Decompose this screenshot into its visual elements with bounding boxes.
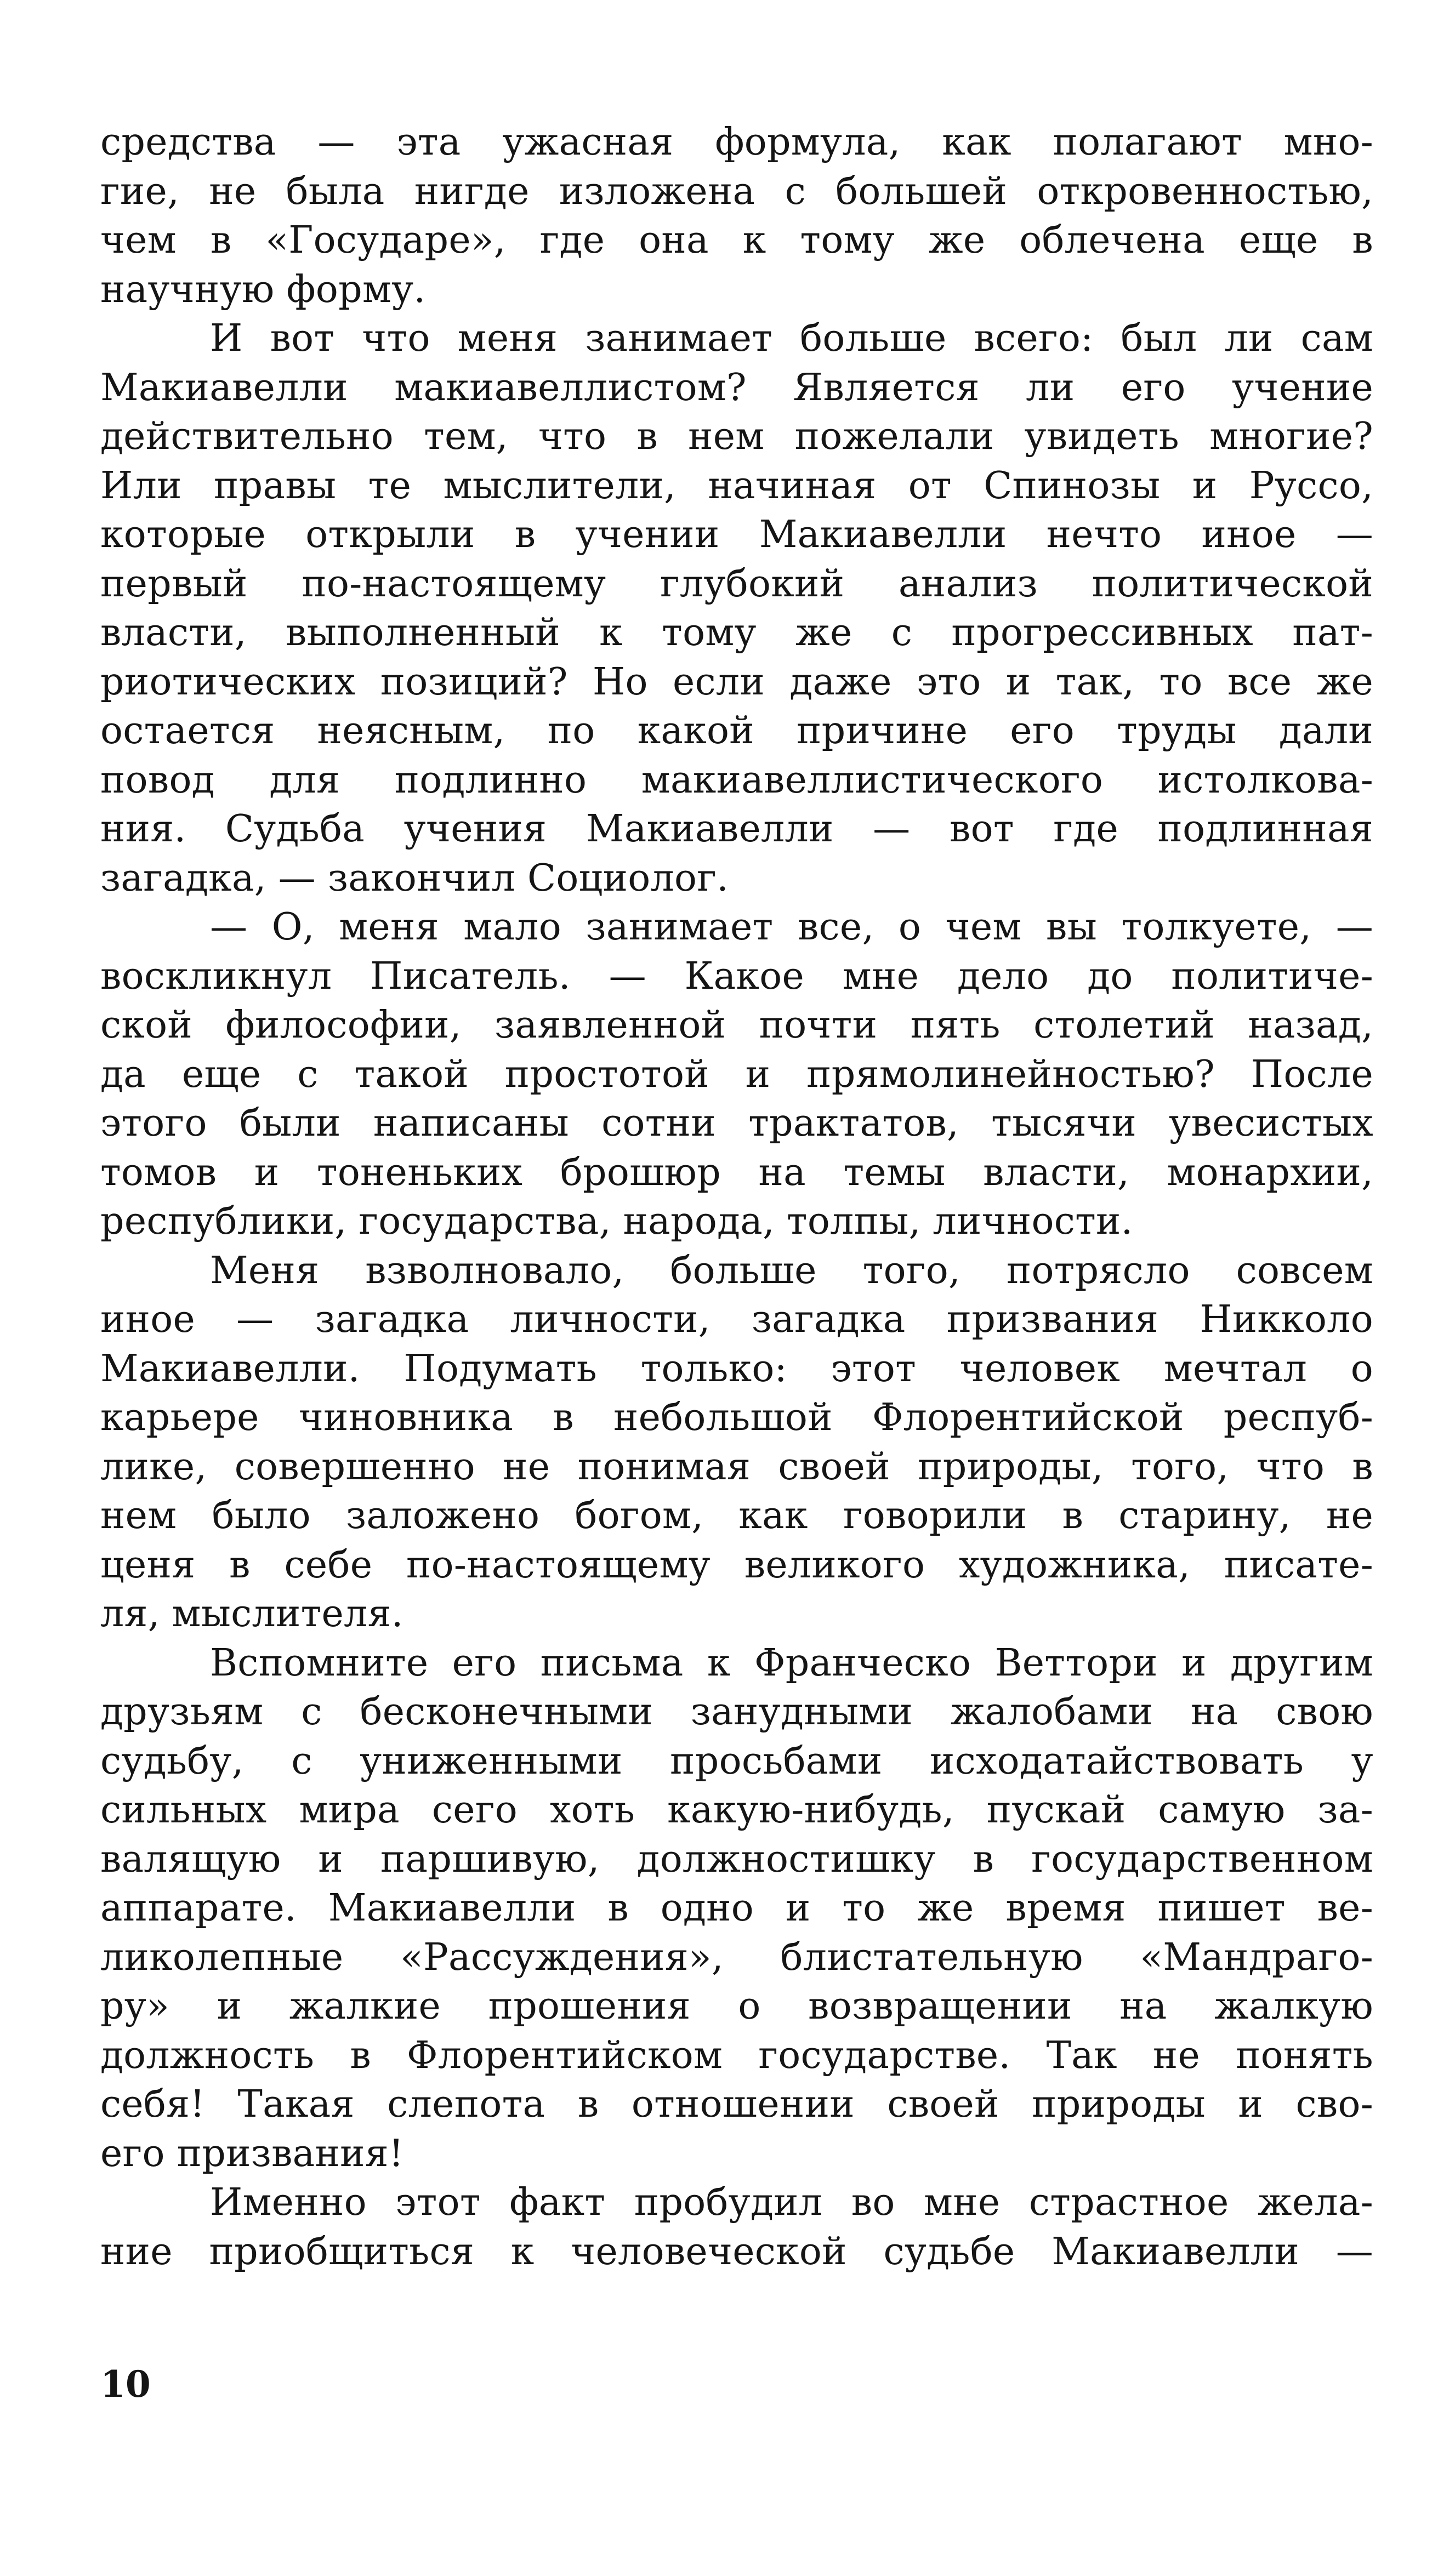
text-line: республики, государства, народа, толпы, личности. [100,1200,1133,1243]
text-line: да еще с такой простотой и прямолинейностью? После [100,1052,1373,1096]
text-line: себя! Такая слепота в отношении своей природы и сво- [100,2083,1373,2126]
text-line: валящую и паршивую, должностишку в государственном [100,1837,1373,1881]
paragraph [100,2178,1373,2276]
text-line: средства — эта ужасная формула, как полагают мно- [100,121,1373,164]
paragraph [100,1246,1373,1639]
text-line: ния. Судьба учения Макиавелли — вот где подлинная [100,807,1373,851]
text-line: ру» и жалкие прошения о возвращении на жалкую [100,1985,1373,2028]
text-line: первый по-настоящему глубокий анализ политической [100,562,1373,606]
text-line: иное — загадка личности, загадка призвания Никколо [100,1298,1373,1341]
body-text [100,118,1373,2276]
paragraph [100,1639,1373,2179]
text-line: ние приобщиться к человеческой судьбе Макиавелли — [100,2230,1373,2273]
paragraph [100,314,1373,903]
text-line: Или правы те мыслители, начиная от Спинозы и Руссо, [100,464,1373,508]
text-line: чем в «Государе», где она к тому же облечена еще в [100,219,1373,262]
text-line: Макиавелли макиавеллистом? Является ли его учение [100,366,1373,409]
text-line: судьбу, с униженными просьбами исходатайствовать у [100,1739,1373,1783]
text-line: карьере чиновника в небольшой Флорентийской респуб- [100,1396,1373,1439]
text-line: Макиавелли. Подумать только: этот человек мечтал о [100,1347,1373,1390]
text-line: остается неясным, по какой причине его труды дали [100,709,1373,753]
text-line: этого были написаны сотни трактатов, тысячи увесистых [100,1102,1373,1145]
text-line: И вот что меня занимает больше всего: был ли сам [210,317,1373,360]
text-line: ля, мыслителя. [100,1592,403,1635]
text-line: Вспомните его письма к Франческо Веттори и другим [210,1641,1373,1685]
text-line: ликолепные «Рассуждения», блистательную «Мандраго- [100,1935,1373,1979]
text-line: повод для подлинно макиавеллистического истолкова- [100,758,1373,802]
text-line: аппарате. Макиавелли в одно и то же время пишет ве- [100,1887,1373,1930]
text-line: его призвания! [100,2132,404,2175]
text-line: нем было заложено богом, как говорили в старину, не [100,1494,1373,1537]
paragraph [100,118,1373,314]
text-line: действительно тем, что в нем пожелали увидеть многие? [100,415,1373,458]
text-line: Именно этот факт пробудил во мне страстное жела- [210,2181,1373,2224]
text-line: лике, совершенно не понимая своей природы, того, что в [100,1445,1373,1489]
text-line: ценя в себе по-настоящему великого художника, писате- [100,1543,1373,1587]
page-number: 10 [100,2363,151,2406]
text-line: сильных мира сего хоть какую-нибудь, пускай самую за- [100,1788,1373,1832]
text-line: научную форму. [100,267,426,311]
text-line: Меня взволновало, больше того, потрясло совсем [210,1249,1373,1292]
text-line: томов и тоненьких брошюр на темы власти, монархии, [100,1150,1373,1194]
text-line: загадка, — закончил Социолог. [100,856,729,900]
paragraph [100,903,1373,1246]
text-line: которые открыли в учении Макиавелли нечто иное — [100,513,1373,556]
text-line: воскликнул Писатель. — Какое мне дело до политиче- [100,954,1373,998]
text-line: ской философии, заявленной почти пять столетий назад, [100,1004,1373,1047]
text-line: должность в Флорентийском государстве. Так не понять [100,2033,1373,2077]
text-line: риотических позиций? Но если даже это и так, то все же [100,660,1373,704]
text-line: власти, выполненный к тому же с прогрессивных пат- [100,611,1373,654]
text-line: — О, меня мало занимает все, о чем вы толкуете, — [210,905,1373,949]
text-line: гие, не была нигде изложена с большей откровенностью, [100,169,1373,213]
text-line: друзьям с бесконечными занудными жалобами на свою [100,1690,1373,1734]
